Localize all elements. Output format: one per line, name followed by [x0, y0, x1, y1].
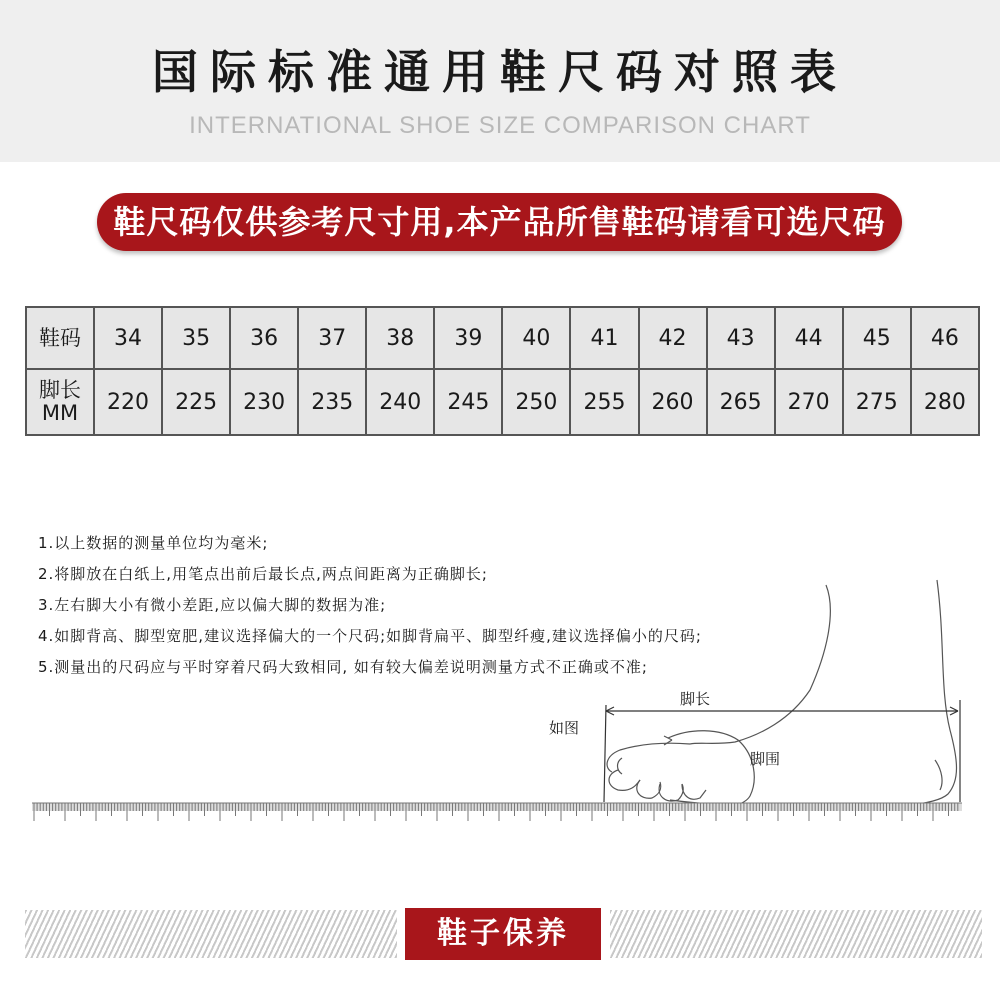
length-cell: 245	[434, 369, 502, 435]
length-cell: 270	[775, 369, 843, 435]
foot-girth-label: 脚围	[750, 750, 781, 768]
size-cell: 39	[434, 307, 502, 369]
size-cell: 34	[94, 307, 162, 369]
length-label-unit: MM	[41, 401, 79, 425]
size-cell: 36	[230, 307, 298, 369]
note-item: 4.如脚背高、脚型宽肥,建议选择偏大的一个尺码;如脚背扁平、脚型纤瘦,建议选择偏小的尺码;	[38, 627, 702, 645]
size-cell: 43	[707, 307, 775, 369]
footer-stripe-right	[610, 910, 982, 958]
length-cell: 220	[94, 369, 162, 435]
size-cell: 46	[911, 307, 979, 369]
note-item: 5.测量出的尺码应与平时穿着尺码大致相同, 如有较大偏差说明测量方式不正确或不准;	[38, 658, 648, 676]
footer-stripe-left	[25, 910, 397, 958]
foot-length-label: 脚长	[680, 690, 711, 708]
length-label-cn: 脚长	[39, 378, 81, 402]
size-cell: 40	[502, 307, 570, 369]
foot-outline-icon	[607, 580, 956, 808]
length-cell: 225	[162, 369, 230, 435]
notice-banner: 鞋尺码仅供参考尺寸用,本产品所售鞋码请看可选尺码	[97, 193, 902, 251]
length-cell: 255	[570, 369, 638, 435]
length-cell: 265	[707, 369, 775, 435]
size-cell: 44	[775, 307, 843, 369]
size-cell: 42	[639, 307, 707, 369]
length-cell: 240	[366, 369, 434, 435]
length-cell: 275	[843, 369, 911, 435]
size-cell: 41	[570, 307, 638, 369]
size-row-label: 鞋码	[26, 307, 94, 369]
page-subtitle: INTERNATIONAL SHOE SIZE COMPARISON CHART	[189, 112, 811, 139]
note-item: 3.左右脚大小有微小差距,应以偏大脚的数据为准;	[38, 596, 387, 614]
length-cell: 235	[298, 369, 366, 435]
note-item: 1.以上数据的测量单位均为毫米;	[38, 534, 269, 552]
size-cell: 38	[366, 307, 434, 369]
length-cell: 250	[502, 369, 570, 435]
length-cell: 230	[230, 369, 298, 435]
ruler-icon	[32, 803, 962, 821]
size-cell: 35	[162, 307, 230, 369]
foot-length-dimension	[604, 700, 960, 802]
length-cell: 260	[639, 369, 707, 435]
size-cell: 45	[843, 307, 911, 369]
length-cell: 280	[911, 369, 979, 435]
note-item: 2.将脚放在白纸上,用笔点出前后最长点,两点间距离为正确脚长;	[38, 565, 488, 583]
shoe-care-heading: 鞋子保养	[405, 908, 601, 960]
page-title: 国际标准通用鞋尺码对照表	[152, 45, 848, 99]
size-cell: 37	[298, 307, 366, 369]
example-label: 如图	[549, 719, 580, 737]
